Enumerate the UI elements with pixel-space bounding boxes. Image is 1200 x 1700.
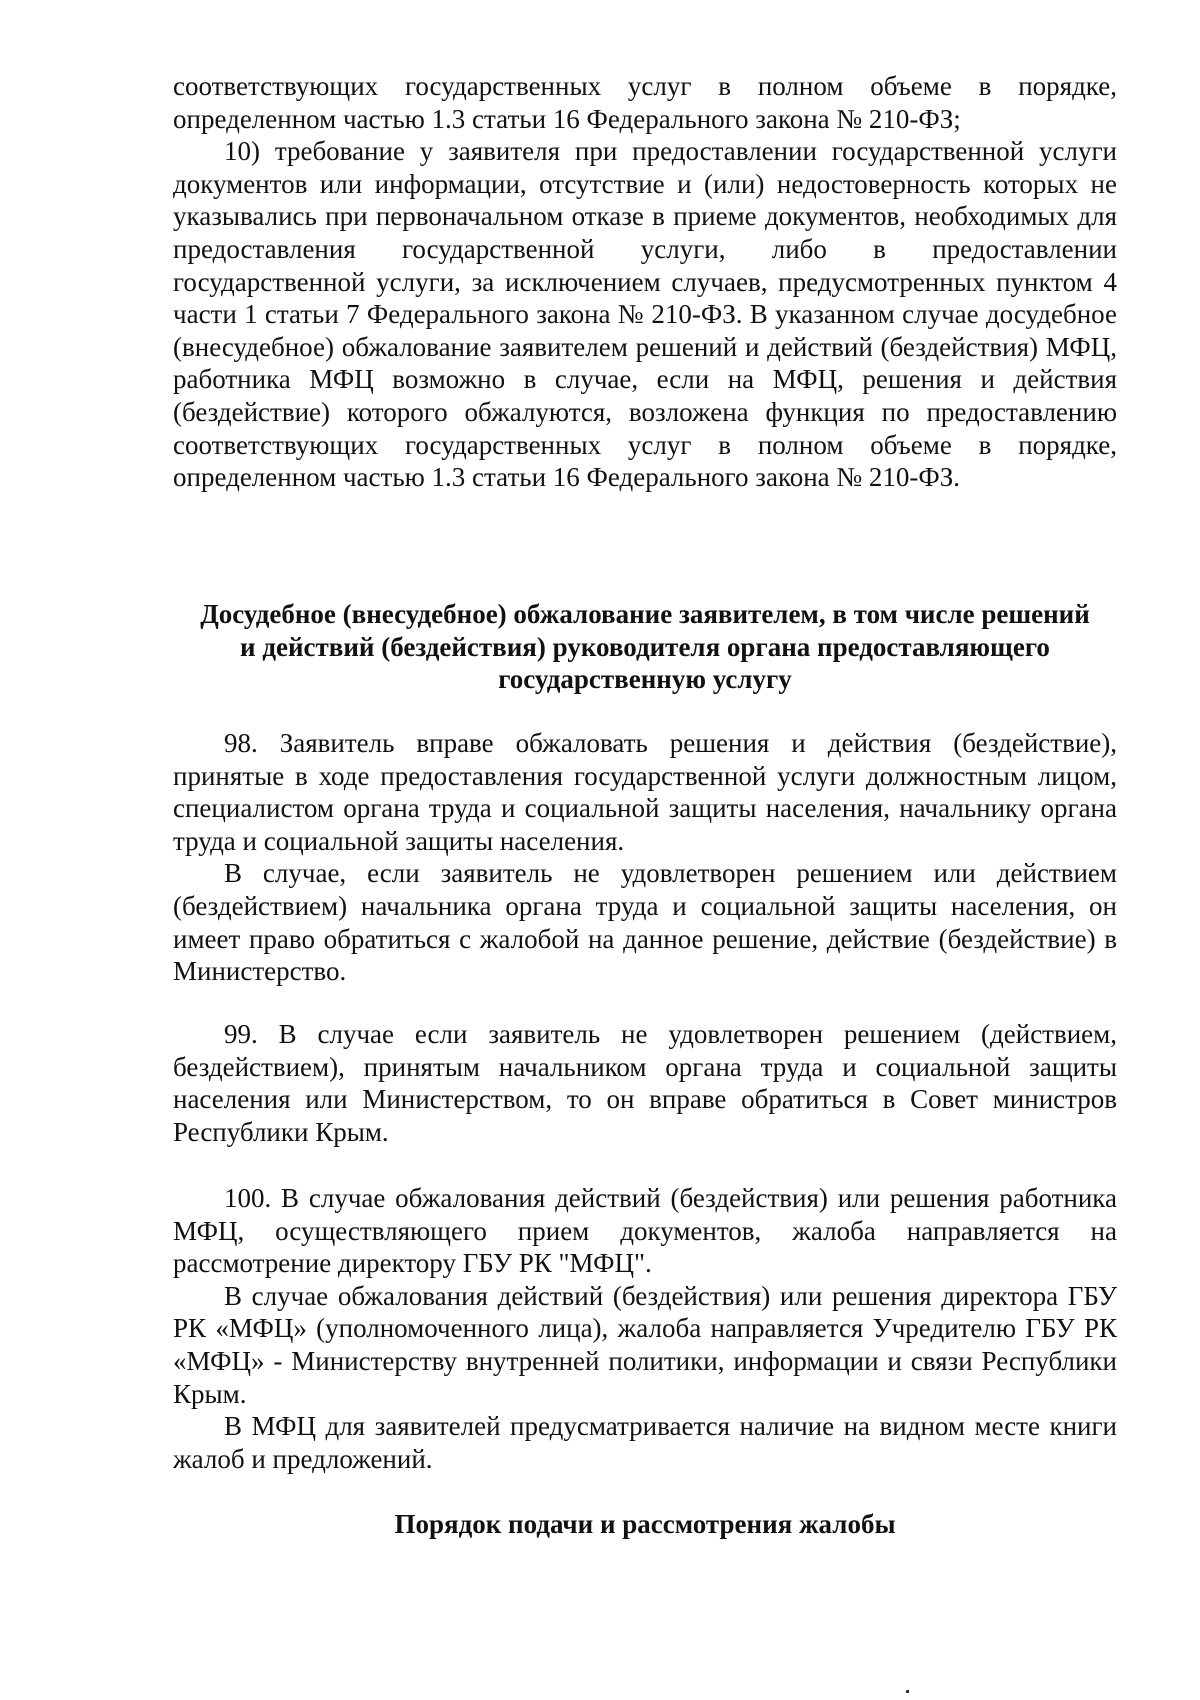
- section-heading-complaint-procedure: [173, 1508, 1117, 1541]
- paragraph-100-complaint-book: В МФЦ для заявителей предусматривается наличие на видном месте книги жалоб и предложений.: [173, 1411, 1117, 1474]
- paragraph-continuation: соответствующих государственных услуг в полном объеме в порядке, определенном частью 1.3 статьи 16 Федерального закона № 210-ФЗ;: [173, 71, 1117, 134]
- heading-complaint-procedure-text: Порядок подачи и рассмотрения жалобы: [394, 1509, 896, 1539]
- heading-line-1: Досудебное (внесудебное) обжалование заявителем, в том числе решений: [200, 599, 1090, 629]
- paragraph-99: 99. В случае если заявитель не удовлетворен решением (действием, бездействием), принятым начальником органа труда и социальной защиты населения или Министерством, то он вправе обратиться в Совет министров Республики Крым.: [173, 1019, 1117, 1147]
- scan-speck: [906, 1690, 909, 1693]
- section-99: [173, 1018, 1117, 1148]
- section-heading-pre-trial-appeal: [173, 598, 1117, 696]
- section-100: [173, 1182, 1117, 1475]
- block-item-10: [173, 70, 1117, 494]
- heading-line-2: и действий (бездействия) руководителя органа предоставляющего: [240, 631, 1050, 662]
- paragraph-98: 98. Заявитель вправе обжаловать решения и действия (бездействие), принятые в ходе предоставления государственной услуги должностным лицом, специалистом органа труда и социальной защиты населения, начальнику органа труда и социальной защиты населения.: [173, 728, 1117, 856]
- heading-line-3: государственную услугу: [498, 664, 792, 695]
- section-98: [173, 727, 1117, 988]
- paragraph-100-director: В случае обжалования действий (бездействия) или решения директора ГБУ РК «МФЦ» (уполномоченного лица), жалоба направляется Учредителю ГБУ РК «МФЦ» - Министерству внутренней политики, информации и связи Республики Крым.: [173, 1280, 1117, 1409]
- paragraph-98-cont: В случае, если заявитель не удовлетворен решением или действием (бездействием) начальника органа труда и социальной защиты населения, он имеет право обратиться с жалобой на данное решение, действие (бездействие) в Министерство.: [173, 858, 1117, 987]
- paragraph-100: 100. В случае обжалования действий (бездействия) или решения работника МФЦ, осуществляющего прием документов, жалоба направляется на рассмотрение директору ГБУ РК "МФЦ".: [173, 1183, 1117, 1279]
- paragraph-item-10: 10) требование у заявителя при предоставлении государственной услуги документов или информации, отсутствие и (или) недостоверность которых не указывались при первоначальном отказе в приеме документов, необходимых для предоставления государственной услуги, либо в предоставлении государственной услуги, за исключением случаев, предусмотренных пунктом 4 части 1 статьи 7 Федерального закона № 210-ФЗ. В указанном случае досудебное (внесудебное) обжалование заявителем решений и действий (бездействия) МФЦ, работника МФЦ возможно в случае, если на МФЦ, решения и действия (бездействие) которого обжалуются, возложена функция по предоставлению соответствующих государственных услуг в полном объеме в порядке, определенном частью 1.3 статьи 16 Федерального закона № 210-ФЗ.: [173, 136, 1117, 493]
